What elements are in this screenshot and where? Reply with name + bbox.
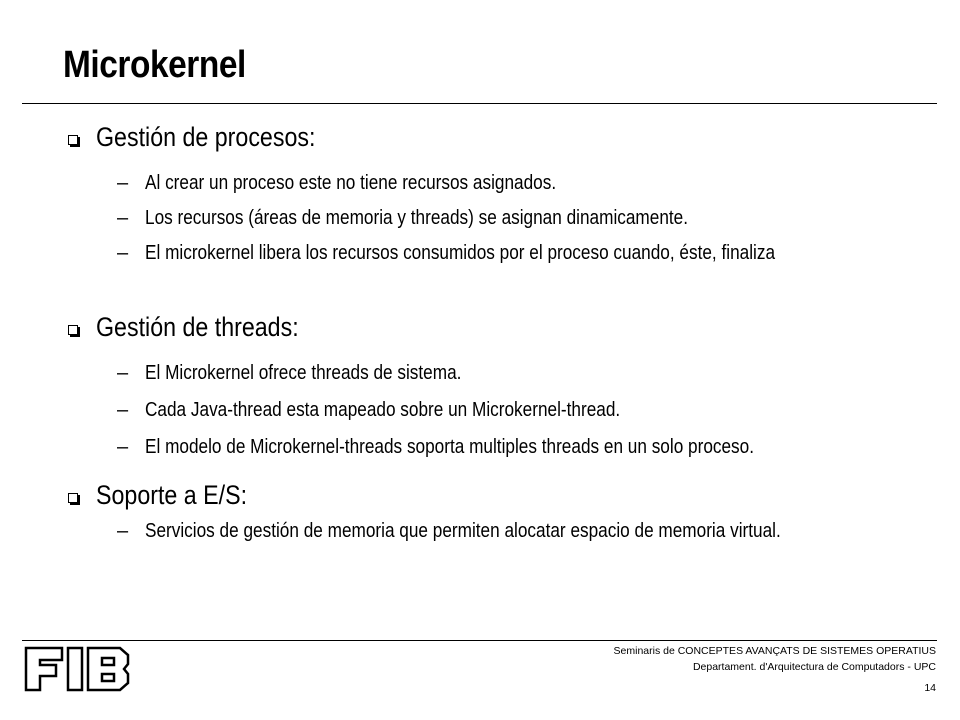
- list-item: [117, 518, 917, 545]
- section-heading-label: Gestión de procesos:: [96, 122, 316, 152]
- slide-title: Microkernel: [63, 44, 246, 86]
- list-item: [117, 240, 917, 267]
- section-heading-threads: [68, 312, 332, 343]
- dash-marker: –: [117, 362, 129, 384]
- list-item-text: El Microkernel ofrece threads de sistema.: [145, 362, 462, 384]
- list-item-text: Cada Java-thread esta mapeado sobre un Microkernel-thread.: [145, 399, 621, 421]
- list-item: [117, 170, 917, 197]
- list-item: [117, 397, 917, 424]
- square-bullet-icon: [68, 325, 78, 335]
- title-divider: [22, 103, 937, 104]
- list-item-text: El modelo de Microkernel-threads soporta multiples threads en un solo proceso.: [145, 436, 755, 458]
- list-item-text: Al crear un proceso este no tiene recursos asignados.: [145, 172, 557, 194]
- dash-marker: –: [117, 399, 129, 421]
- section-heading-label: Gestión de threads:: [96, 312, 299, 342]
- list-item-text: Los recursos (áreas de memoria y threads) se asignan dinamicamente.: [145, 207, 689, 229]
- list-item: [117, 360, 917, 387]
- dash-marker: –: [117, 172, 129, 194]
- list-item-text: Servicios de gestión de memoria que permiten alocatar espacio de memoria virtual.: [145, 520, 781, 542]
- page-number: 14: [924, 682, 936, 694]
- footer-department: Departament. d'Arquitectura de Computadors - UPC: [692, 661, 936, 673]
- dash-marker: –: [117, 436, 129, 458]
- square-bullet-icon: [68, 493, 78, 503]
- dash-marker: –: [117, 520, 129, 542]
- dash-marker: –: [117, 207, 129, 229]
- section-heading-label: Soporte a E/S:: [96, 480, 248, 510]
- section-heading-procesos: [68, 122, 351, 153]
- section-heading-es: [68, 480, 272, 511]
- list-item-text: El microkernel libera los recursos consumidos por el proceso cuando, éste, finaliza: [145, 242, 776, 264]
- square-bullet-icon: [68, 135, 78, 145]
- dash-marker: –: [117, 242, 129, 264]
- fib-logo: [24, 646, 132, 692]
- list-item: [117, 434, 917, 461]
- footer-divider: [22, 640, 937, 641]
- list-item: [117, 205, 917, 232]
- footer-course-name: Seminaris de CONCEPTES AVANÇATS DE SISTEMES OPERATIUS: [613, 645, 936, 657]
